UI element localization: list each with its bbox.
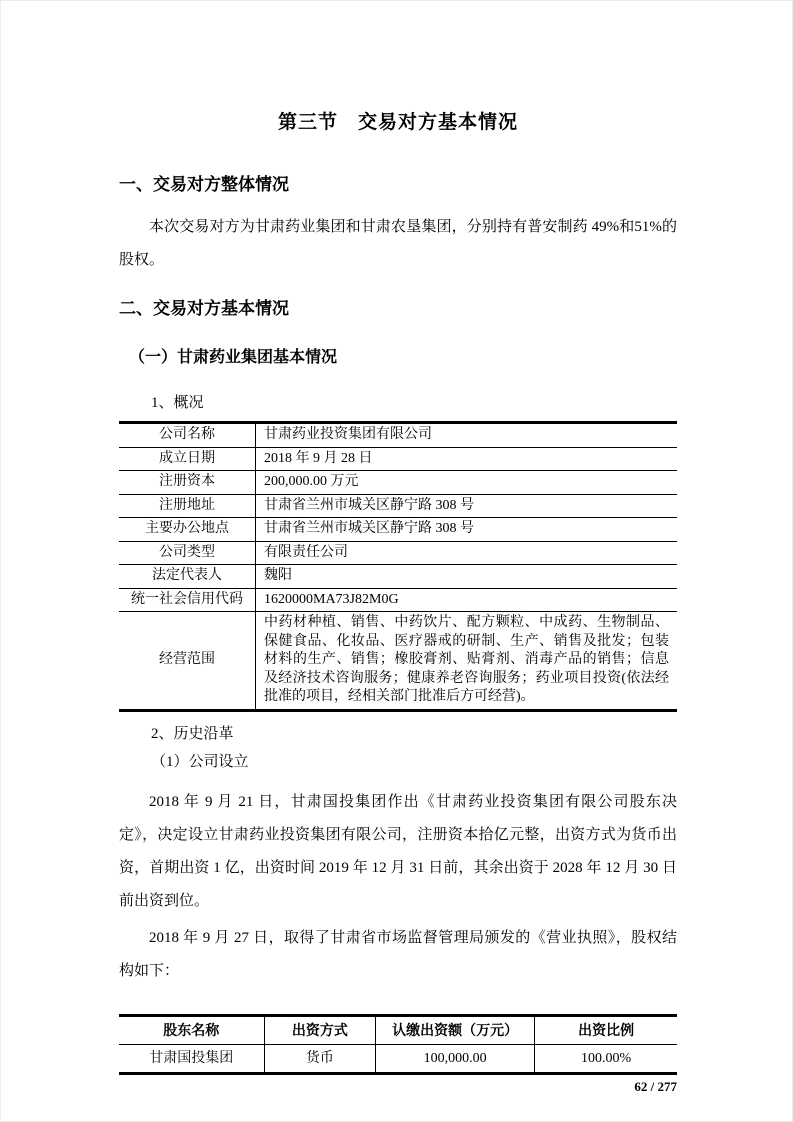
table-row (119, 612, 677, 711)
page-number: 62 / 277 (634, 1078, 677, 1094)
header-contribution-method: 出资方式 (264, 1015, 376, 1044)
table-row (119, 588, 677, 612)
cell-shareholder-name: 甘肃国投集团 (119, 1044, 264, 1073)
equity-structure-table (119, 1014, 677, 1075)
section1-heading: 一、交易对方整体情况 (119, 175, 289, 194)
table-row (119, 423, 677, 448)
row-value: 甘肃省兰州市城关区静宁路 308 号 (256, 494, 678, 518)
row-value: 2018 年 9 月 28 日 (256, 447, 678, 471)
section2-subheading: （一）甘肃药业集团基本情况 (129, 349, 338, 366)
row-label: 主要办公地点 (119, 518, 256, 542)
row-value: 中药材种植、销售、中药饮片、配方颗粒、中成药、生物制品、保健食品、化妆品、医疗器戒的研制、生产、销售及批发；包装材料的生产、销售；橡胶膏剂、贴膏剂、消毒产品的销售；信息及经济技术咨询服务；健康养老咨询服务；药业项目投资(依法经批准的项目，经相关部门批准后方可经营)。 (264, 615, 669, 704)
row-value: 1620000MA73J82M0G (256, 588, 678, 612)
page-content (119, 1, 677, 1095)
section2-heading: 二、交易对方基本情况 (119, 299, 289, 318)
row-value: 魏阳 (256, 565, 678, 589)
header-contribution-ratio: 出资比例 (535, 1015, 677, 1044)
row-value: 甘肃省兰州市城关区静宁路 308 号 (256, 518, 678, 542)
row-label: 公司类型 (119, 541, 256, 565)
row-label: 注册资本 (119, 471, 256, 495)
table-row (119, 541, 677, 565)
cell-contribution-method: 货币 (264, 1044, 376, 1073)
header-shareholder-name: 股东名称 (119, 1015, 264, 1044)
table-row (119, 565, 677, 589)
table-row (119, 1044, 677, 1073)
table-row (119, 471, 677, 495)
row-value: 甘肃药业投资集团有限公司 (256, 423, 678, 448)
row-label: 法定代表人 (119, 565, 256, 589)
row-label: 成立日期 (119, 447, 256, 471)
row-value: 200,000.00 万元 (256, 471, 678, 495)
history-paragraph-2: 2018 年 9 月 27 日，取得了甘肃省市场监督管理局颁发的《营业执照》，股权结构如下： (119, 929, 677, 979)
company-overview-table (119, 421, 677, 712)
table-row (119, 447, 677, 471)
row-label: 统一社会信用代码 (119, 588, 256, 612)
page-title: 第三节 交易对方基本情况 (277, 112, 518, 133)
row-label: 公司名称 (119, 423, 256, 448)
table-row (119, 494, 677, 518)
row-value: 有限责任公司 (256, 541, 678, 565)
overview-item-label: 1、概况 (151, 395, 204, 411)
history-paragraph-1: 2018 年 9 月 21 日，甘肃国投集团作出《甘肃药业投资集团有限公司股东决定》，决定设立甘肃药业投资集团有限公司，注册资本拾亿元整，出资方式为货币出资，首期出资 1 亿，出资时间 2019 年 12 月 31 日前，其余出资于 2028 年 12 月 30 日前出资到位。 (119, 793, 677, 909)
cell-contribution-ratio: 100.00% (581, 1050, 632, 1066)
table-row (119, 518, 677, 542)
section1-paragraph: 本次交易对方为甘肃药业集团和甘肃农垦集团，分别持有普安制药 49%和51%的股权。 (119, 219, 677, 268)
cell-subscribed-amount: 100,000.00 (376, 1044, 535, 1073)
header-subscribed-amount: 认缴出资额（万元） (376, 1015, 535, 1044)
row-label: 注册地址 (119, 494, 256, 518)
table-header-row (119, 1015, 677, 1044)
row-label: 经营范围 (119, 612, 256, 711)
company-setup-label: （1）公司设立 (151, 753, 249, 770)
history-item-label: 2、历史沿革 (151, 725, 234, 742)
